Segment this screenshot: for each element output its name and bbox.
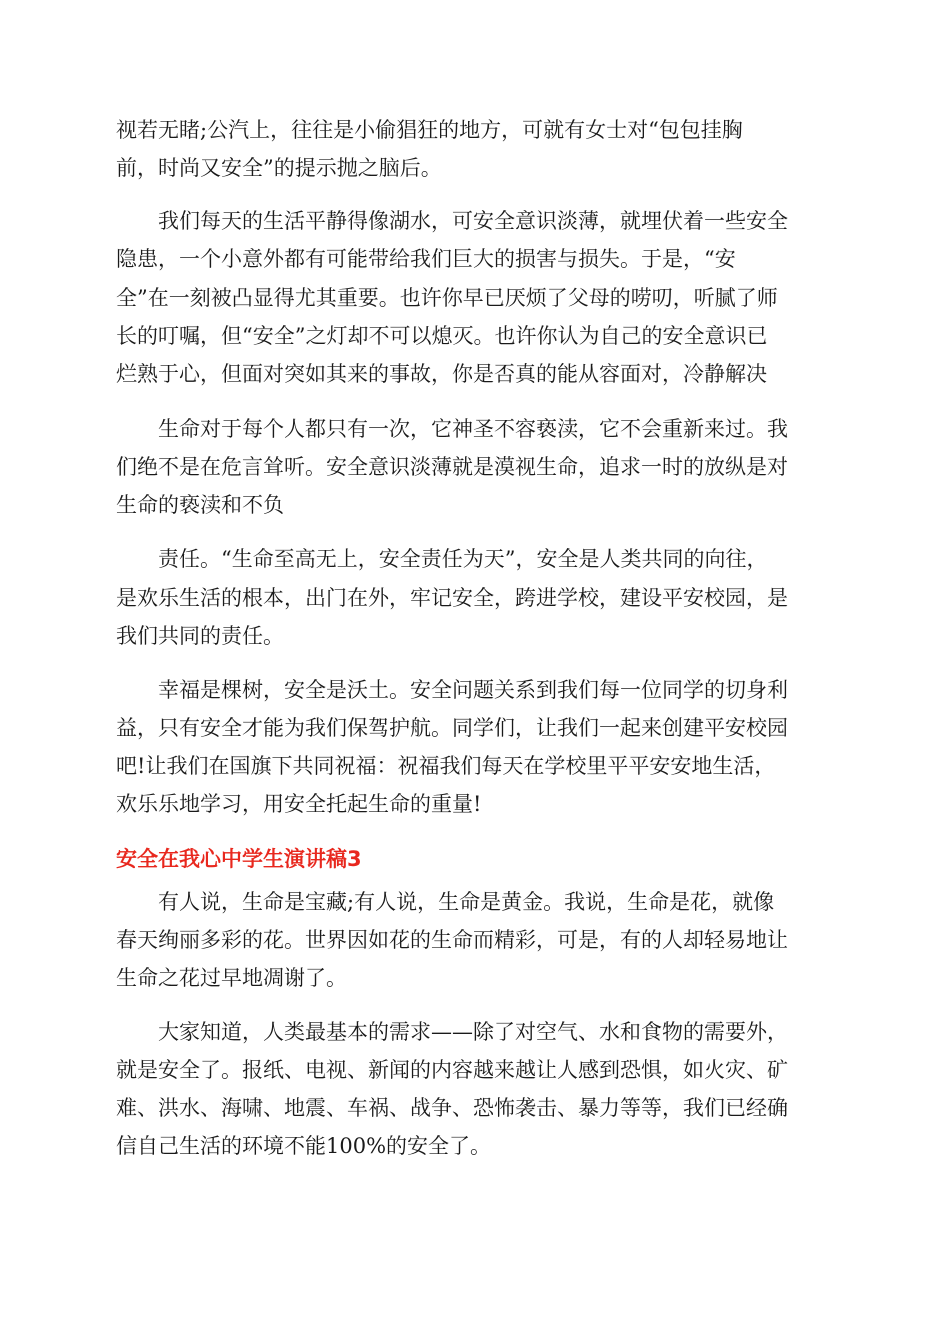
paragraph-3-line-1: 生命对于每个人都只有一次，它神圣不容亵渎，它不会重新来过。我 — [116, 417, 788, 441]
paragraph-1-line-2: 前，时尚又安全”的提示抛之脑后。 — [116, 156, 442, 180]
section-paragraph-2-line-4: 信自己生活的环境不能100%的安全了。 — [116, 1134, 492, 1158]
section-paragraph-1-line-3: 生命之花过早地凋谢了。 — [116, 966, 347, 990]
paragraph-5-line-1: 幸福是棵树，安全是沃土。安全问题关系到我们每一位同学的切身利 — [116, 678, 788, 702]
section-paragraph-2-line-2: 就是安全了。报纸、电视、新闻的内容越来越让人感到恐惧，如火灾、矿 — [116, 1058, 788, 1082]
paragraph-5-line-3: 吧!让我们在国旗下共同祝福：祝福我们每天在学校里平平安安地生活， — [116, 754, 776, 778]
paragraph-3-line-2: 们绝不是在危言耸听。安全意识淡薄就是漠视生命，追求一时的放纵是对 — [116, 455, 788, 479]
section-paragraph-1-line-1: 有人说，生命是宝藏;有人说，生命是黄金。我说，生命是花，就像 — [116, 890, 775, 914]
section-heading: 安全在我心中学生演讲稿3 — [116, 847, 362, 871]
section-paragraph-1-line-2: 春天绚丽多彩的花。世界因如花的生命而精彩，可是，有的人却轻易地让 — [116, 928, 788, 952]
section-paragraph-2-line-3: 难、洪水、海啸、地震、车祸、战争、恐怖袭击、暴力等等，我们已经确 — [116, 1096, 788, 1120]
paragraph-5-line-4: 欢乐乐地学习，用安全托起生命的重量! — [116, 792, 482, 816]
paragraph-2-line-5: 烂熟于心，但面对突如其来的事故，你是否真的能从容面对，冷静解决 — [116, 362, 767, 386]
paragraph-2-line-3: 全”在一刻被凸显得尤其重要。也许你早已厌烦了父母的唠叨，听腻了师 — [116, 286, 778, 310]
paragraph-4-line-1: 责任。“生命至高无上，安全责任为天”，安全是人类共同的向往， — [116, 547, 768, 571]
paragraph-2-line-4: 长的叮嘱，但“安全”之灯却不可以熄灭。也许你认为自己的安全意识已 — [116, 324, 768, 348]
paragraph-5-line-2: 益，只有安全才能为我们保驾护航。同学们，让我们一起来创建平安校园 — [116, 716, 788, 740]
section-paragraph-2-line-1: 大家知道，人类最基本的需求——除了对空气、水和食物的需要外， — [116, 1020, 788, 1044]
paragraph-3-line-3: 生命的亵渎和不负 — [116, 493, 284, 517]
paragraph-2-line-2: 隐患，一个小意外都有可能带给我们巨大的损害与损失。于是，“安 — [116, 247, 736, 271]
paragraph-1-line-1: 视若无睹;公汽上，往往是小偷猖狂的地方，可就有女士对“包包挂胸 — [116, 118, 743, 142]
paragraph-2-line-1: 我们每天的生活平静得像湖水，可安全意识淡薄，就埋伏着一些安全 — [116, 209, 788, 233]
paragraph-4-line-2: 是欢乐生活的根本，出门在外，牢记安全，跨进学校，建设平安校园，是 — [116, 586, 788, 610]
paragraph-4-line-3: 我们共同的责任。 — [116, 624, 284, 648]
